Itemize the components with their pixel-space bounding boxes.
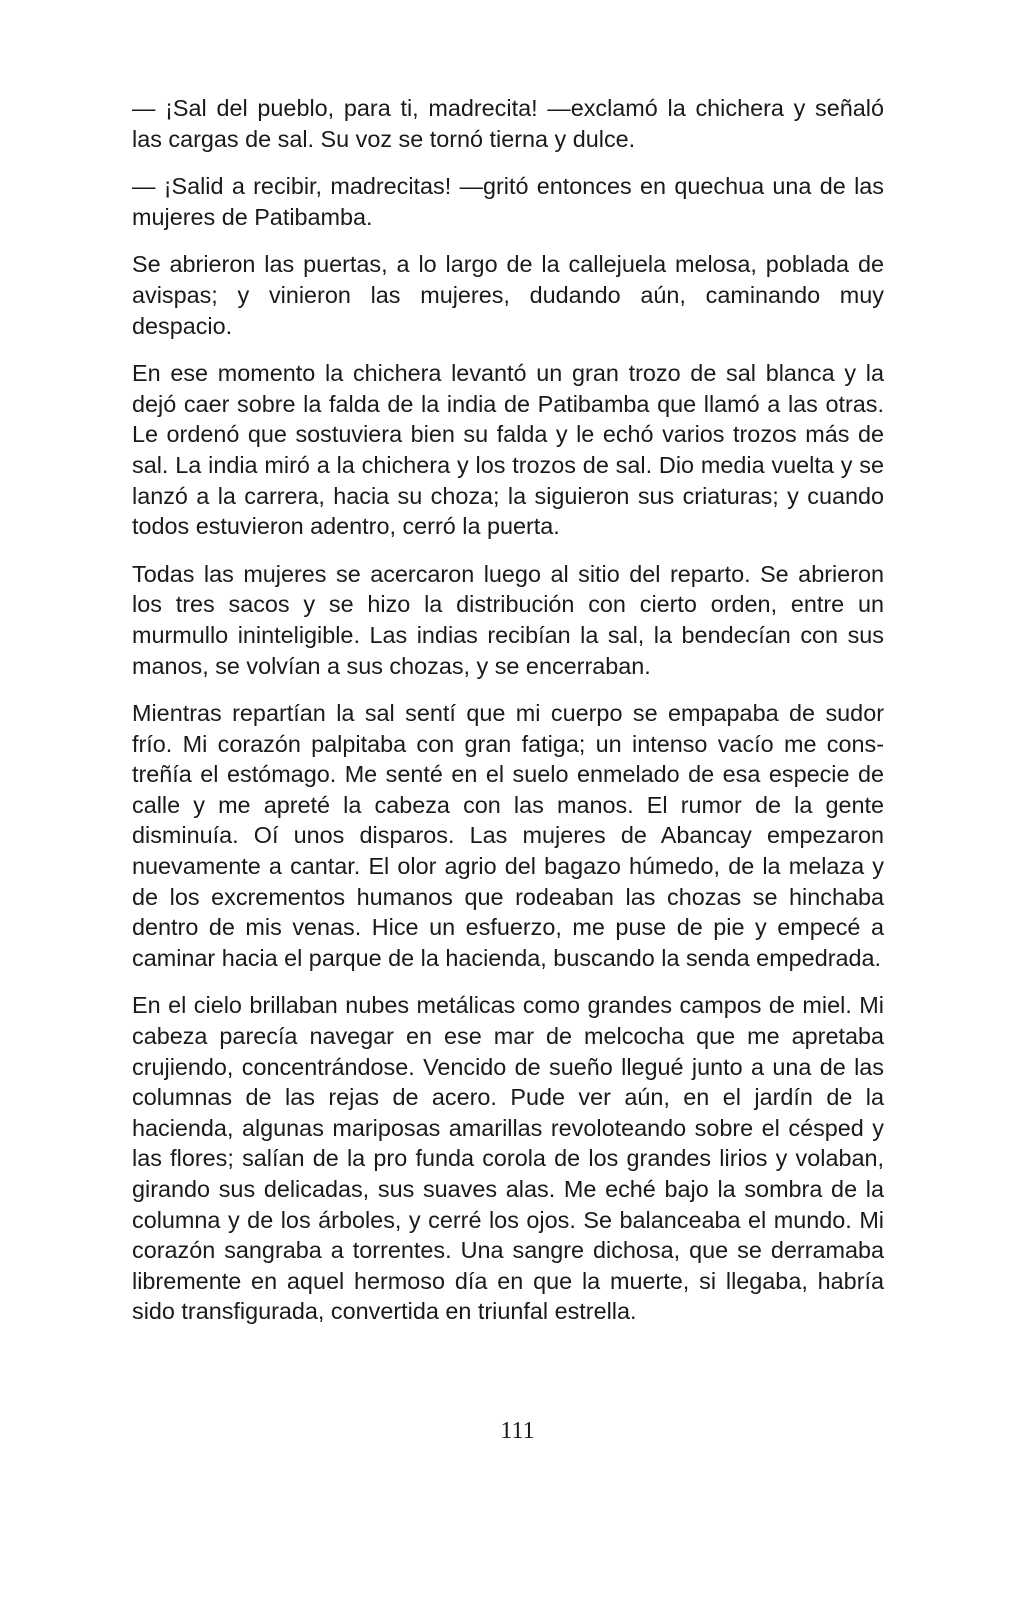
paragraph-1: — ¡Sal del pueblo, para ti, madrecita! —exclamó la chichera y señaló las cargas de sal. Su voz se tornó tierna y dulce. [132, 95, 884, 152]
paragraph-6: Mientras repartían la sal sentí que mi cuerpo se empapaba de sudor frío. Mi corazón palpitaba con gran fatiga; un intenso vacío me constreñía el estómago. Me senté en el suelo enmelado de esa especie de calle y me apreté la cabeza con las manos. El rumor de la gente disminuía. Oí unos disparos. Las mujeres de Abancay empezaron nuevamente a cantar. El olor agrio del bagazo húmedo, de la melaza y de los excrementos humanos que rodeaban las chozas se hinchaba dentro de mis venas. Hice un esfuerzo, me puse de pie y empecé a caminar hacia el parque de la hacienda, buscando la senda empedrada. [132, 700, 884, 971]
paragraph-4: En ese momento la chichera levantó un gran trozo de sal blanca y la dejó caer sobre la falda de la india de Patibamba que llamó a las otras. Le ordenó que sostuviera bien su falda y le echó varios trozos más de sal. La india miró a la chichera y los trozos de sal. Dio media vuelta y se lanzó a la carrera, hacia su choza; la siguieron sus criaturas; y cuando todos estuvieron adentro, cerró la puerta. [132, 360, 884, 540]
paragraph-7: En el cielo brillaban nubes metálicas como grandes campos de miel. Mi cabeza parecía navegar en ese mar de melcocha que me apretaba crujiendo, concentrándose. Vencido de sueño llegué junto a una de las columnas de las rejas de acero. Pude ver aún, en el jardín de la hacienda, algunas mariposas amarillas revoloteando sobre el césped y las flores; salían de la pro funda corola de los grandes lirios y volaban, girando sus delicadas, sus suaves alas. Me eché bajo la sombra de la columna y de los árboles, y cerré los ojos. Se balanceaba el mundo. Mi corazón sangraba a torrentes. Una sangre dichosa, que se derramaba libremente en aquel hermoso día en que la muerte, si llegaba, habría sido transfigurada, convertida en triunfal estrella. [132, 992, 884, 1325]
paragraph-2: — ¡Salid a recibir, madrecitas! —gritó entonces en quechua una de las mujeres de Patibamba. [132, 173, 884, 230]
page-body [132, 93, 884, 1327]
page-number: 111 [500, 1418, 535, 1444]
paragraph-3: Se abrieron las puertas, a lo largo de la callejuela melosa, poblada de avispas; y vinieron las mujeres, dudando aún, caminando muy despacio. [132, 251, 884, 339]
paragraph-5: Todas las mujeres se acercaron luego al sitio del reparto. Se abrieron los tres sacos y se hizo la distribución con cierto orden, entre un murmullo ininteligible. Las indias recibían la sal, la bendecían con sus manos, se volvían a sus chozas, y se encerraban. [132, 560, 884, 679]
